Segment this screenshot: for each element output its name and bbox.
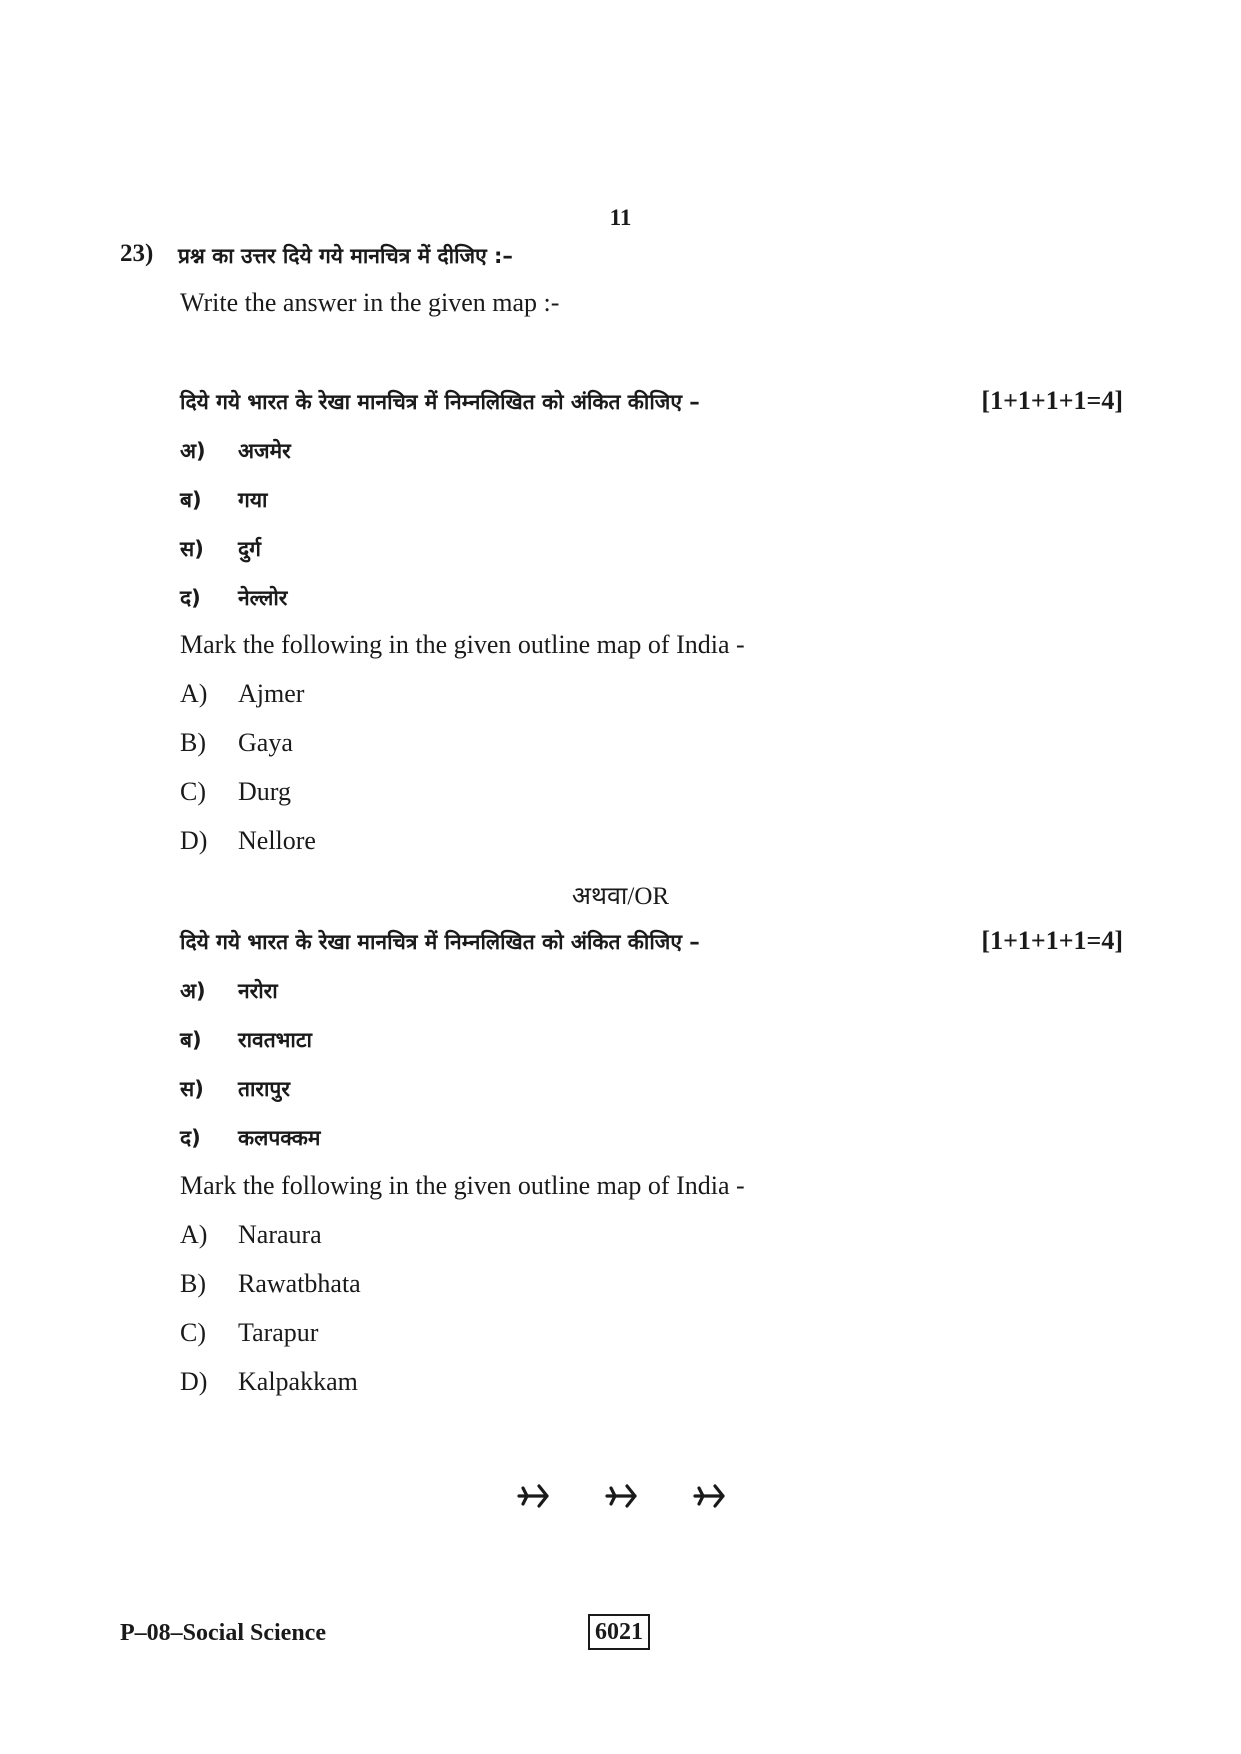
part2-marks: [1+1+1+1=4] xyxy=(981,926,1123,955)
part2-en-item-d: Kalpakkam xyxy=(238,1367,358,1396)
part1-hi-item-c: दुर्ग xyxy=(238,537,261,561)
part1-en-item-b: Gaya xyxy=(238,728,293,757)
part2-hi-label-d: द) xyxy=(180,1126,201,1150)
part2-hi-label-c: स) xyxy=(180,1077,204,1101)
part1-en-label-c: C) xyxy=(180,777,206,806)
part2-hi-item-a: नरोरा xyxy=(238,979,278,1003)
part2-en-item-a: Naraura xyxy=(238,1220,322,1249)
part2-en-item-b: Rawatbhata xyxy=(238,1269,361,1298)
paper-code-box: 6021 xyxy=(588,1614,650,1650)
part2-hi-item-c: तारापुर xyxy=(238,1077,290,1101)
part2-prompt-hindi: दिये गये भारत के रेखा मानचित्र में निम्नलिखित को अंकित कीजिए – xyxy=(180,930,700,954)
end-of-paper-marks xyxy=(0,1478,1241,1519)
airplane-icon xyxy=(515,1478,551,1514)
part2-hi-label-b: ब) xyxy=(180,1028,202,1052)
part1-en-item-a: Ajmer xyxy=(238,679,305,708)
part1-en-item-c: Durg xyxy=(238,777,291,806)
part1-en-label-d: D) xyxy=(180,826,208,855)
part1-prompt-english: Mark the following in the given outline map of India - xyxy=(180,630,745,659)
part1-en-item-d: Nellore xyxy=(238,826,316,855)
part1-hi-label-a: अ) xyxy=(180,439,206,463)
part1-hi-label-b: ब) xyxy=(180,488,202,512)
part1-hi-item-d: नेल्लोर xyxy=(238,586,288,610)
part2-en-label-d: D) xyxy=(180,1367,208,1396)
part1-hi-item-b: गया xyxy=(238,488,268,512)
part2-en-label-a: A) xyxy=(180,1220,208,1249)
part2-hi-item-b: रावतभाटा xyxy=(238,1028,312,1052)
question-number: 23) xyxy=(120,240,154,267)
part2-en-label-b: B) xyxy=(180,1269,206,1298)
part2-prompt-english: Mark the following in the given outline map of India - xyxy=(180,1171,745,1200)
part1-prompt-hindi: दिये गये भारत के रेखा मानचित्र में निम्नलिखित को अंकित कीजिए – xyxy=(180,390,700,414)
part1-hi-item-a: अजमेर xyxy=(238,439,291,463)
airplane-icon xyxy=(691,1478,727,1514)
part2-hi-item-d: कलपक्कम xyxy=(238,1126,321,1150)
footer-subject: P–08–Social Science xyxy=(120,1620,326,1646)
instruction-english: Write the answer in the given map :- xyxy=(180,288,560,317)
part1-hi-label-c: स) xyxy=(180,537,204,561)
part1-en-label-b: B) xyxy=(180,728,206,757)
part2-en-label-c: C) xyxy=(180,1318,206,1347)
part1-en-label-a: A) xyxy=(180,679,208,708)
part1-marks: [1+1+1+1=4] xyxy=(981,386,1123,415)
part1-hi-label-d: द) xyxy=(180,586,201,610)
airplane-icon xyxy=(603,1478,639,1514)
or-separator: अथवा/OR xyxy=(571,883,670,910)
part2-en-item-c: Tarapur xyxy=(238,1318,319,1347)
page-number: 11 xyxy=(609,205,632,230)
instruction-hindi: प्रश्न का उत्तर दिये गये मानचित्र में दीजिए :– xyxy=(178,244,513,268)
part2-hi-label-a: अ) xyxy=(180,979,206,1003)
